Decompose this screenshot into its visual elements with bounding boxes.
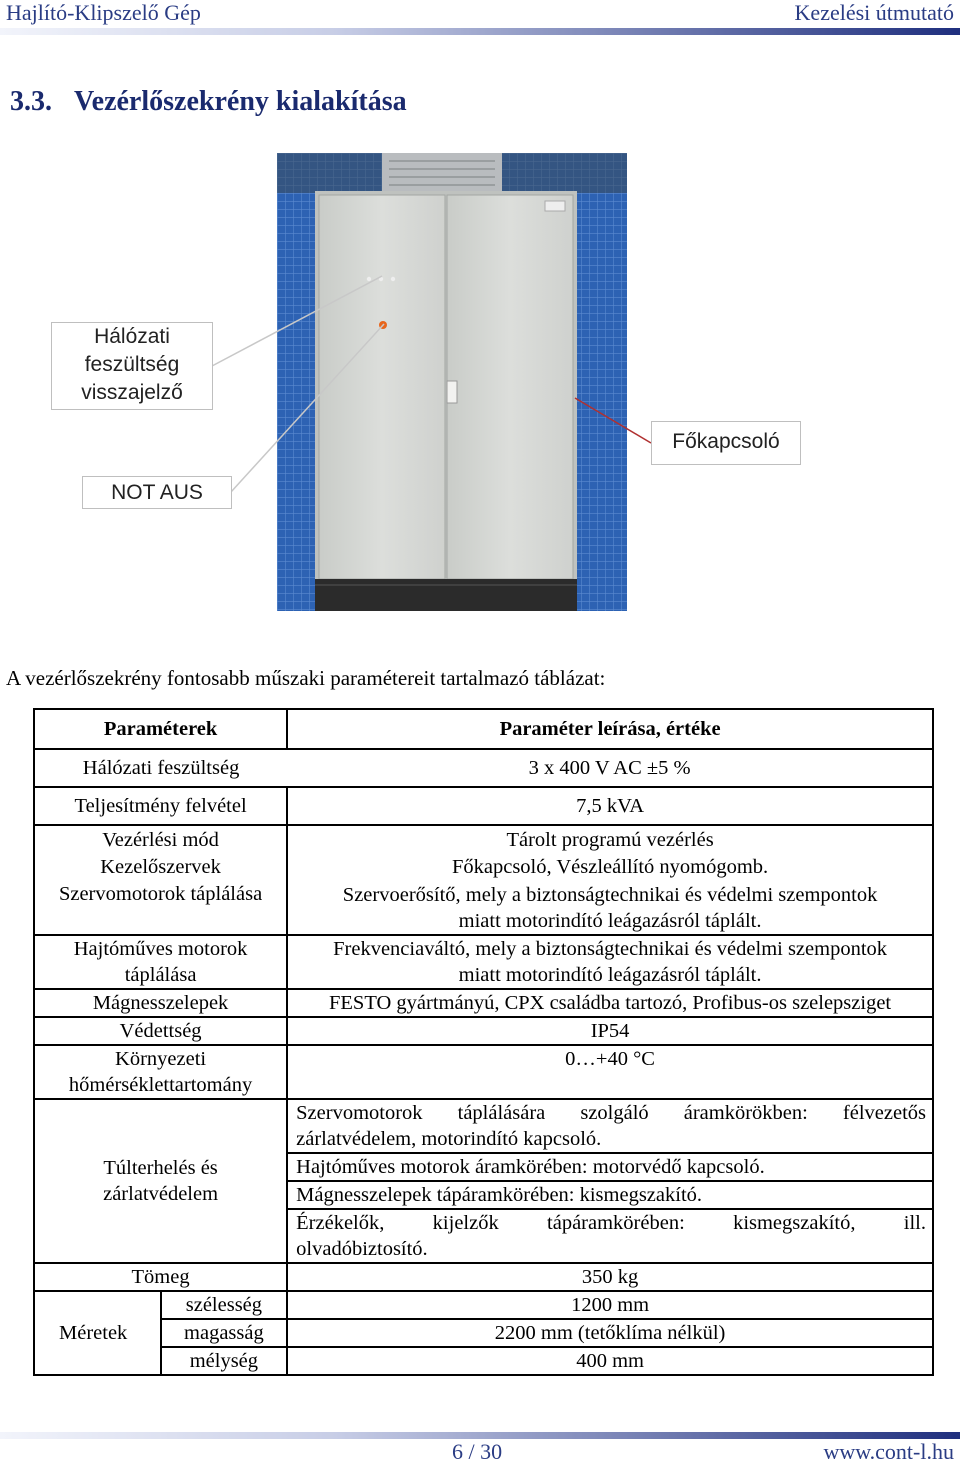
callout-main-switch-text: Főkapcsoló bbox=[672, 430, 780, 453]
value-servo-line1: Szervoerősítő, mely a biztonságtechnikai és védelmi szempontok bbox=[342, 883, 878, 906]
param-dimensions: Méretek bbox=[34, 1291, 161, 1375]
row-dimension-width bbox=[34, 1291, 933, 1319]
page-number: 6 / 30 bbox=[452, 1439, 503, 1464]
value-power-consumption: 7,5 kVA bbox=[287, 787, 933, 825]
param-protection-line1: Túlterhelés és bbox=[103, 1157, 218, 1179]
callout-main-switch bbox=[651, 421, 801, 465]
param-gear-line1: Hajtóműves motorok bbox=[73, 938, 248, 960]
header-document-type: Kezelési útmutató bbox=[794, 0, 954, 25]
value-protection-sensors bbox=[287, 1209, 933, 1263]
value-network-voltage: 3 x 400 V AC ±5 % bbox=[287, 749, 933, 787]
row-network-voltage bbox=[34, 749, 933, 787]
param-ambient-temperature bbox=[34, 1045, 287, 1099]
row-dimension-depth bbox=[34, 1347, 933, 1375]
value-ambient-temperature: 0…+40 °C bbox=[287, 1045, 933, 1099]
param-depth: mélység bbox=[161, 1347, 288, 1375]
value-gear-line1: Frekvenciaváltó, mely a biztonságtechnikai és védelmi szempontok bbox=[333, 938, 888, 960]
value-protection-sensors-line1: Érzékelők, kijelzők tápáramkörében: kismegszakító, ill. bbox=[296, 1212, 926, 1234]
param-power-consumption: Teljesítmény felvétel bbox=[34, 787, 287, 825]
section-title: Vezérlőszekrény kialakítása bbox=[74, 86, 407, 117]
value-height: 2200 mm (tetőklíma nélkül) bbox=[287, 1319, 933, 1347]
row-servo-supply bbox=[34, 881, 933, 935]
row-power-consumption bbox=[34, 787, 933, 825]
param-operators: Kezelőszervek bbox=[34, 853, 287, 881]
row-weight bbox=[34, 1263, 933, 1291]
param-servo-supply: Szervomotorok táplálása bbox=[34, 881, 287, 935]
callout-emergency-stop bbox=[82, 476, 232, 509]
param-solenoid-valves: Mágnesszelepek bbox=[34, 989, 287, 1017]
value-protection-class: IP54 bbox=[287, 1017, 933, 1045]
value-servo-line2: miatt motorindító leágazásról táplált. bbox=[458, 909, 762, 932]
param-height: magasság bbox=[161, 1319, 288, 1347]
callout-network-voltage-indicator bbox=[51, 322, 213, 410]
header-description: Paraméter leírása, értéke bbox=[287, 709, 933, 749]
callout-network-text: Hálózati feszültség visszajelző bbox=[81, 325, 183, 404]
value-control-mode: Tárolt programú vezérlés bbox=[287, 825, 933, 853]
row-protection-class bbox=[34, 1017, 933, 1045]
row-dimension-height bbox=[34, 1319, 933, 1347]
value-depth: 400 mm bbox=[287, 1347, 933, 1375]
callout-emergency-text: NOT AUS bbox=[111, 481, 203, 504]
table-intro: A vezérlőszekrény fontosabb műszaki paramétereit tartalmazó táblázat: bbox=[6, 666, 606, 690]
param-env-line1: Környezeti bbox=[115, 1048, 207, 1070]
section-number: 3.3. bbox=[10, 86, 52, 117]
footer-gradient-bar bbox=[0, 1432, 960, 1439]
header-machine-name: Hajlító-Klipszelő Gép bbox=[6, 0, 201, 25]
param-env-line2: hőmérséklettartomány bbox=[68, 1074, 253, 1096]
param-control-mode: Vezérlési mód bbox=[34, 825, 287, 853]
row-ambient-temperature bbox=[34, 1045, 933, 1099]
row-control-mode bbox=[34, 825, 933, 853]
parameter-table bbox=[33, 708, 934, 1376]
value-protection-servo-line2: zárlatvédelem, motorindító kapcsoló. bbox=[296, 1128, 602, 1150]
param-gear-motor-supply bbox=[34, 935, 287, 989]
value-protection-servo-line1: Szervomotorok táplálására szolgáló áramkörökben: félvezetős bbox=[296, 1102, 926, 1124]
value-protection-valves: Mágnesszelepek tápáramkörében: kismegszakító. bbox=[287, 1181, 933, 1209]
value-servo-supply bbox=[287, 881, 933, 935]
row-protection-1 bbox=[34, 1099, 933, 1153]
callout-leaders bbox=[0, 0, 960, 640]
table-header-row bbox=[34, 709, 933, 749]
value-protection-servo bbox=[287, 1099, 933, 1153]
param-overload-protection bbox=[34, 1099, 287, 1263]
param-gear-line2: táplálása bbox=[124, 964, 197, 986]
value-width: 1200 mm bbox=[287, 1291, 933, 1319]
value-operators: Főkapcsoló, Vészleállító nyomógomb. bbox=[287, 853, 933, 881]
value-protection-gear: Hajtóműves motorok áramkörében: motorvédő kapcsoló. bbox=[287, 1153, 933, 1181]
param-protection-line2: zárlatvédelem bbox=[103, 1183, 219, 1205]
param-network-voltage: Hálózati feszültség bbox=[34, 749, 287, 787]
param-width: szélesség bbox=[161, 1291, 288, 1319]
value-protection-sensors-line2: olvadóbiztosító. bbox=[296, 1238, 428, 1260]
value-gear-line2: miatt motorindító leágazásról táplált. bbox=[458, 964, 762, 986]
value-weight: 350 kg bbox=[287, 1263, 933, 1291]
param-weight: Tömeg bbox=[34, 1263, 287, 1291]
row-gear-motor-supply bbox=[34, 935, 933, 989]
value-solenoid-valves: FESTO gyártmányú, CPX családba tartozó, Profibus-os szelepsziget bbox=[287, 989, 933, 1017]
param-protection-class: Védettség bbox=[34, 1017, 287, 1045]
row-solenoid-valves bbox=[34, 989, 933, 1017]
value-gear-motor-supply bbox=[287, 935, 933, 989]
header-parameters: Paraméterek bbox=[34, 709, 287, 749]
footer-website-link[interactable]: www.cont-l.hu bbox=[823, 1439, 954, 1464]
row-operators bbox=[34, 853, 933, 881]
